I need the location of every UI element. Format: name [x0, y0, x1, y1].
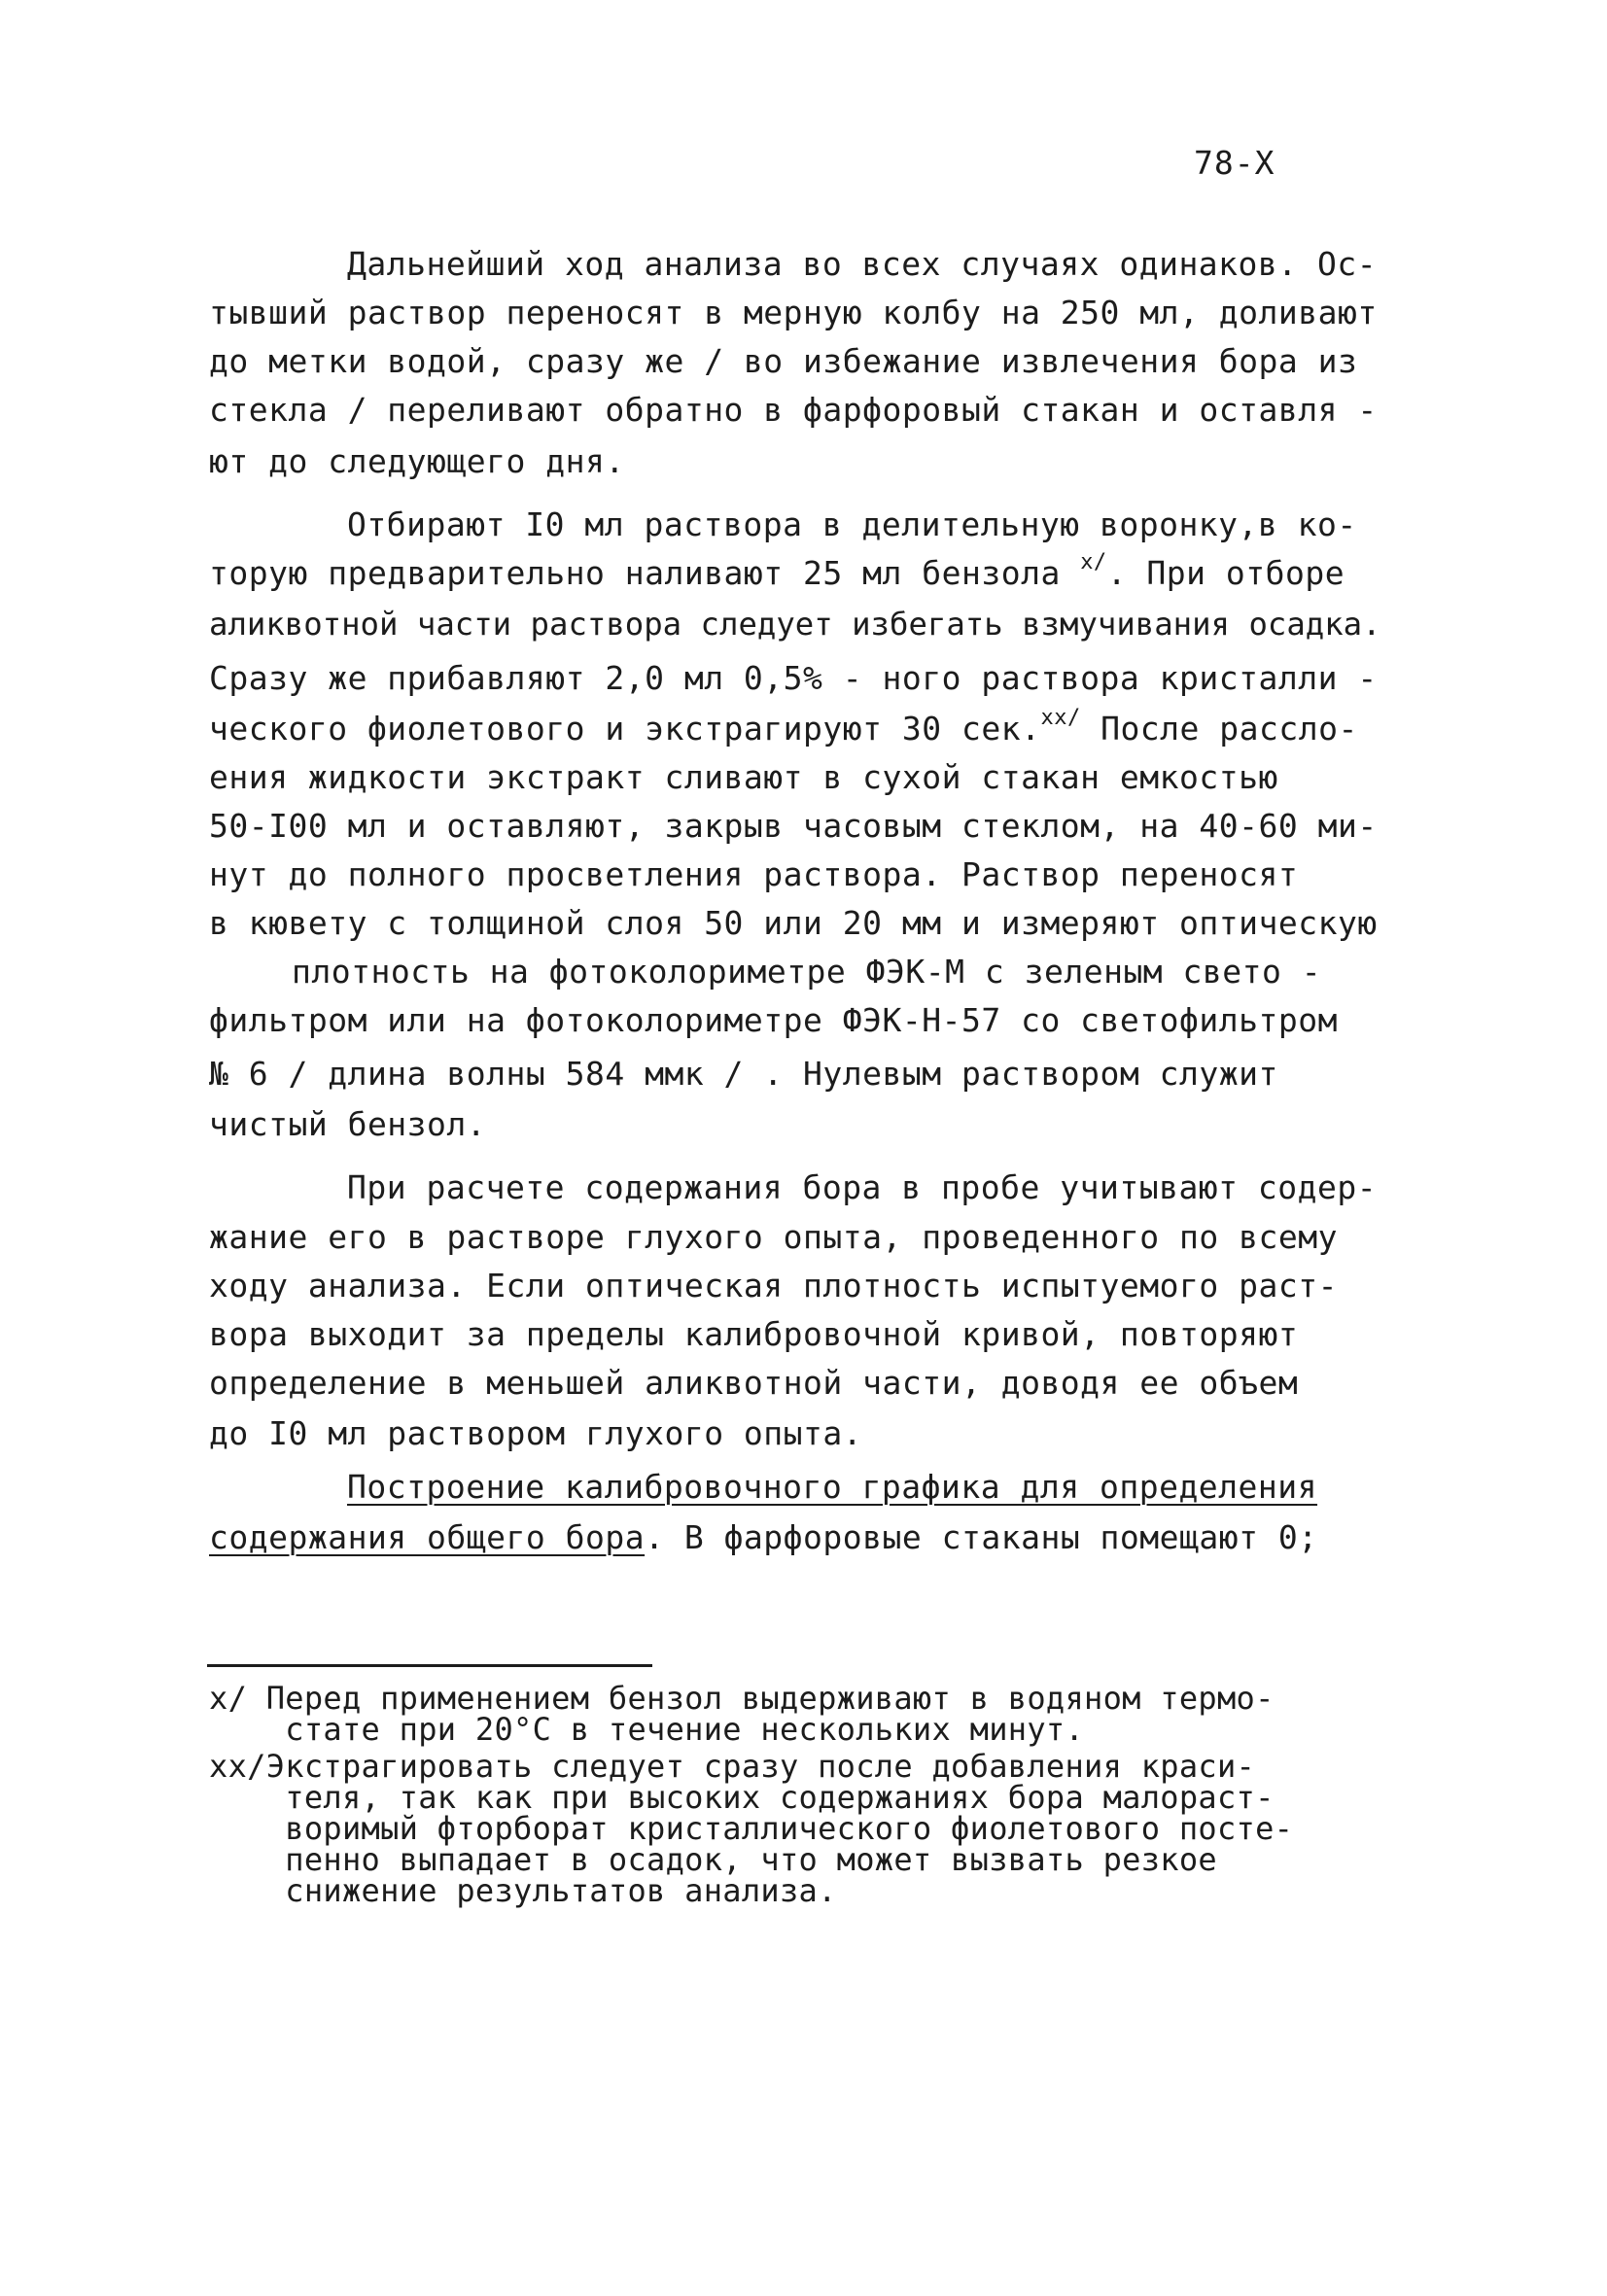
page-number: 78-Х [1194, 144, 1275, 182]
footnote-2-line: хх/Экстрагировать следует сразу после добавления краси- [209, 1748, 1256, 1785]
footnote-marker-1: х/ [1080, 550, 1107, 574]
footnote-marker-2: хх/ [1040, 706, 1081, 730]
paragraph-2-line: ения жидкости экстракт сливают в сухой стакан емкостью [209, 758, 1278, 796]
section-heading-underlined: содержания общего бора [209, 1518, 646, 1556]
paragraph-2-line: 50-I00 мл и оставляют, закрыв часовым стеклом, на 40-60 ми- [209, 807, 1378, 845]
paragraph-2-line: Сразу же прибавляют 2,0 мл 0,5% - ного раствора кристалли - [209, 659, 1378, 697]
section-heading-line [209, 1518, 1318, 1557]
paragraph-1-line: Дальнейший ход анализа во всех случаях одинаков. Ос- [347, 245, 1378, 283]
footnote-1-line: х/ Перед применением бензол выдерживают в водяном термо- [209, 1680, 1275, 1717]
paragraph-2-line: плотность на фотоколориметре ФЭК-М с зеленым свето - [292, 953, 1322, 991]
footnote-1-line: стате при 20°С в течение нескольких минут. [209, 1711, 1085, 1748]
paragraph-3-line: ходу анализа. Если оптическая плотность испытуемого раст- [209, 1267, 1338, 1305]
paragraph-2-line [209, 706, 1358, 748]
paragraph-3-line: вора выходит за пределы калибровочной кривой, повторяют [209, 1315, 1299, 1353]
paragraph-2-line: № 6 / длина волны 584 ммк / . Нулевым раствором служит [209, 1055, 1278, 1093]
paragraph-3-line: определение в меньшей аликвотной части, доводя ее объем [209, 1364, 1299, 1402]
paragraph-2-line: в кювету с толщиной слоя 50 или 20 мм и измеряют оптическую [209, 904, 1378, 942]
paragraph-2-line: нут до полного просветления раствора. Раствор переносят [209, 855, 1299, 893]
paragraph-2-line: фильтром или на фотоколориметре ФЭК-Н-57 со светофильтром [209, 1001, 1338, 1039]
paragraph-1-line: до метки водой, сразу же / во избежание извлечения бора из [209, 342, 1358, 380]
paragraph-2-text: . При отборе [1106, 554, 1345, 592]
paragraph-2-line [209, 550, 1345, 593]
footnote-divider [207, 1664, 652, 1667]
paragraph-2-line: Отбирают I0 мл раствора в делительную воронку,в ко- [347, 505, 1357, 543]
footnote-2-line: воримый фторборат кристаллического фиолетового посте- [209, 1810, 1294, 1847]
paragraph-3-line: жание его в растворе глухого опыта, проведенного по всему [209, 1218, 1338, 1256]
paragraph-2-line: чистый бензол. [209, 1105, 487, 1143]
paragraph-1-line: стекла / переливают обратно в фарфоровый стакан и оставля - [209, 391, 1378, 429]
paragraph-3-line: до I0 мл раствором глухого опыта. [209, 1414, 863, 1452]
footnote-2-line: теля, так как при высоких содержаниях бора малораст- [209, 1779, 1275, 1816]
paragraph-2-text: После рассло- [1080, 710, 1358, 748]
footnote-2-line: пенно выпадает в осадок, что может вызвать резкое [209, 1841, 1217, 1878]
paragraph-4-text: . В фарфоровые стаканы помещают 0; [645, 1518, 1318, 1556]
paragraph-1-line: тывший раствор переносят в мерную колбу на 250 мл, доливают [209, 294, 1378, 331]
paragraph-3-line: При расчете содержания бора в пробе учитывают содер- [347, 1168, 1378, 1206]
paragraph-2-text: торую предварительно наливают 25 мл бензола [209, 554, 1081, 592]
footnote-2-line: снижение результатов анализа. [209, 1872, 837, 1909]
paragraph-2-line: аликвотной части раствора следует избегать взмучивания осадка. [209, 606, 1381, 643]
section-heading-line: Построение калибровочного графика для определения [347, 1468, 1318, 1506]
paragraph-2-text: ческого фиолетового и экстрагируют 30 сек. [209, 710, 1041, 748]
paragraph-1-line: ют до следующего дня. [209, 442, 625, 480]
